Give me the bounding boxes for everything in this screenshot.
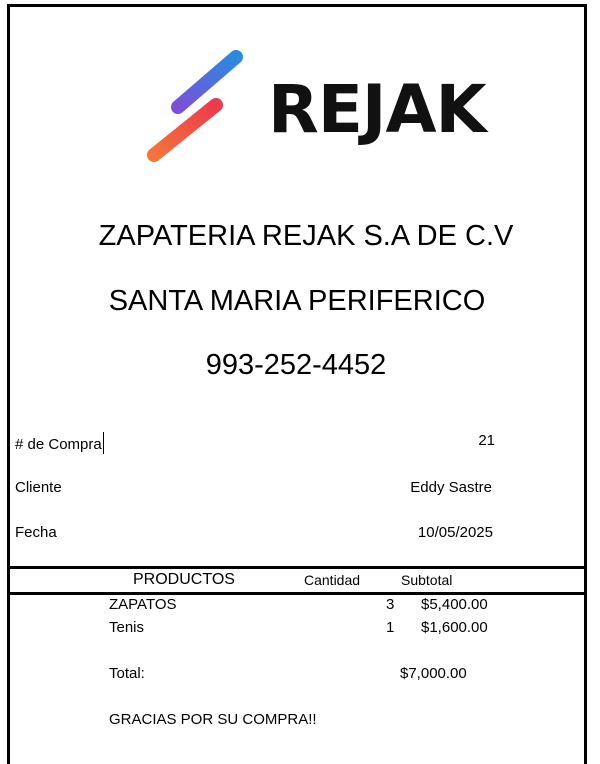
col-quantity: Cantidad <box>304 572 361 588</box>
client-value: Eddy Sastre <box>410 479 492 496</box>
thanks-message: GRACIAS POR SU COMPRA!! <box>109 711 317 728</box>
total-label: Total: <box>109 665 145 682</box>
phone-number: 993-252-4452 <box>205 349 387 381</box>
product-qty: 3 <box>386 596 395 613</box>
rejak-logo-mark-icon <box>140 45 250 170</box>
rejak-logo <box>140 45 486 170</box>
total-value: $7,000.00 <box>400 665 467 682</box>
product-name: ZAPATOS <box>109 596 177 613</box>
purchase-value: 21 <box>478 432 495 449</box>
product-subtotal: $1,600.00 <box>421 619 488 636</box>
product-name: Tenis <box>109 619 145 636</box>
col-subtotal: Subtotal <box>401 572 453 588</box>
purchase-label[interactable]: # de Compra <box>15 432 104 454</box>
product-qty: 1 <box>386 619 395 636</box>
receipt <box>7 4 587 764</box>
branch-name: SANTA MARIA PERIFERICO <box>108 285 486 317</box>
text-cursor <box>103 432 105 454</box>
company-name: ZAPATERIA REJAK S.A DE C.V <box>98 220 514 252</box>
product-subtotal: $5,400.00 <box>421 596 488 613</box>
logo-wordmark: REJAK <box>268 71 486 148</box>
date-label: Fecha <box>15 524 57 541</box>
date-value: 10/05/2025 <box>417 524 493 541</box>
table-header <box>10 566 584 595</box>
col-products: PRODUCTOS <box>133 571 235 588</box>
client-label: Cliente <box>15 479 62 496</box>
